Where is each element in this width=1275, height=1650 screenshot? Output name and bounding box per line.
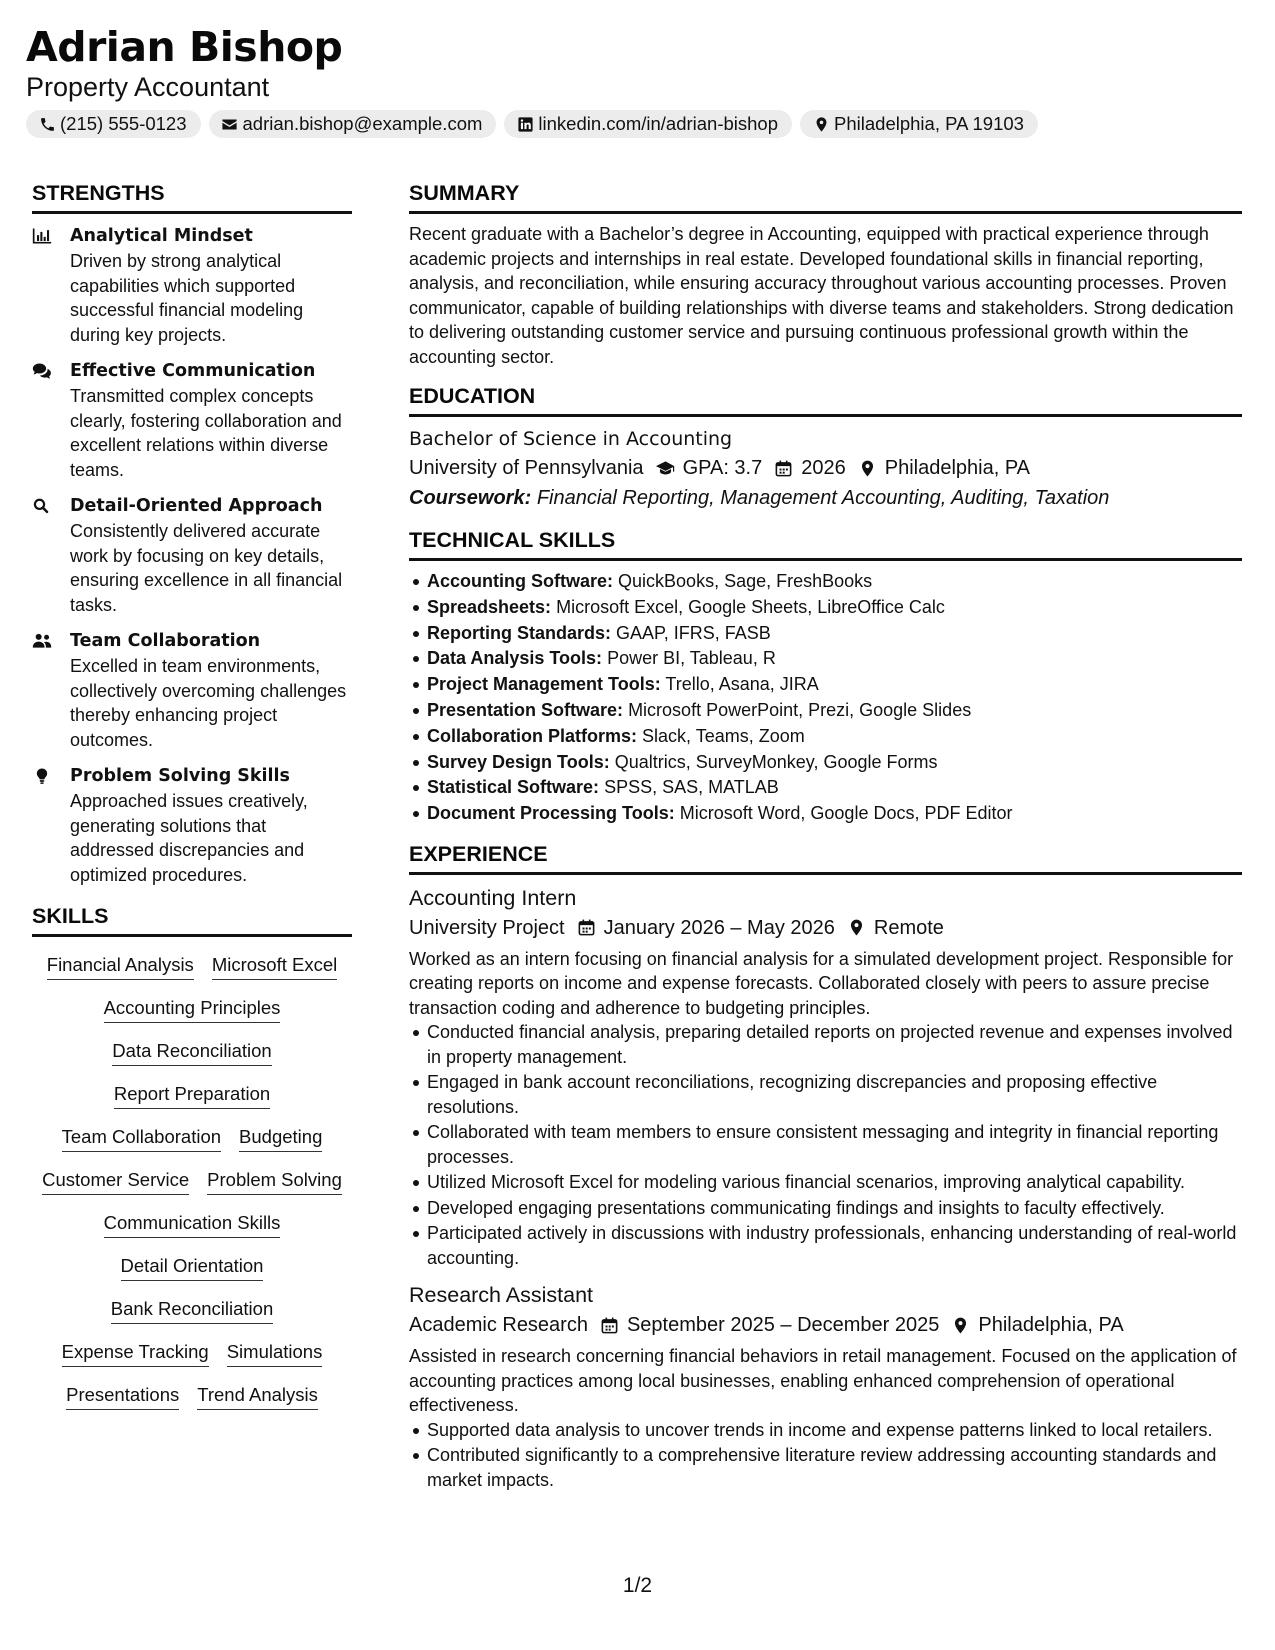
resume-header xyxy=(26,22,1249,138)
skill-tag: Budgeting xyxy=(239,1125,322,1152)
list-item xyxy=(409,775,1242,801)
contact-email-text: adrian.bishop@example.com xyxy=(242,113,483,134)
lightbulb-icon xyxy=(32,764,70,887)
list-item xyxy=(409,698,1242,724)
search-icon xyxy=(32,494,70,617)
calendar-icon xyxy=(577,918,596,937)
technical-skills-list xyxy=(409,569,1242,827)
skill-tag: Detail Orientation xyxy=(121,1254,264,1281)
strength-item xyxy=(32,224,352,347)
skill-category: Statistical Software: xyxy=(427,777,600,798)
school-name: University of Pennsylvania xyxy=(409,457,644,479)
skill-tag: Team Collaboration xyxy=(62,1125,221,1152)
skill-values: Microsoft Word, Google Docs, PDF Editor xyxy=(679,803,1013,824)
graduation-cap-icon xyxy=(656,459,675,478)
strength-description: Driven by strong analytical capabilities which supported successful financial modeling during key projects. xyxy=(70,251,304,345)
technical-skills-section xyxy=(409,525,1242,827)
degree-title: Bachelor of Science in Accounting xyxy=(409,428,733,450)
contact-linkedin[interactable] xyxy=(504,110,792,138)
list-item: Developed engaging presentations communicating findings and insights to faculty effectively. xyxy=(409,1196,1242,1221)
skill-tag: Financial Analysis xyxy=(47,953,194,980)
strength-title: Problem Solving Skills xyxy=(70,766,290,786)
graduation-year: 2026 xyxy=(801,457,846,479)
job-description: Worked as an intern focusing on financial analysis for a simulated development project. Responsible for creating reports on income and expense forecasts. Collaborated closely with peers to assure precise transaction coding and adherence to budgeting principles. xyxy=(409,948,1234,1018)
list-item: Conducted financial analysis, preparing detailed reports on projected revenue and expenses involved in property management. xyxy=(409,1020,1242,1069)
coursework-list: Financial Reporting, Management Accounting, Auditing, Taxation xyxy=(536,487,1110,509)
experience-section xyxy=(409,839,1242,1493)
job-location: Remote xyxy=(873,916,944,939)
skills-heading: SKILLS xyxy=(32,901,352,937)
education-heading: EDUCATION xyxy=(409,381,1242,417)
calendar-icon xyxy=(774,459,793,478)
summary-heading: SUMMARY xyxy=(409,178,1242,214)
candidate-title: Property Accountant xyxy=(26,72,270,102)
job-meta xyxy=(409,1310,1242,1340)
contact-phone[interactable] xyxy=(26,110,201,138)
job-bullets xyxy=(409,1020,1242,1270)
strength-title: Team Collaboration xyxy=(70,631,261,651)
strength-item xyxy=(32,359,352,482)
gpa: GPA: 3.7 xyxy=(682,457,763,479)
list-item: Participated actively in discussions with industry professionals, enhancing understanding of real-world accounting. xyxy=(409,1221,1242,1270)
candidate-name: Adrian Bishop xyxy=(26,23,343,71)
job-location: Philadelphia, PA xyxy=(978,1314,1124,1337)
skill-tag: Expense Tracking xyxy=(62,1340,209,1367)
skill-category: Document Processing Tools: xyxy=(427,803,675,824)
users-icon xyxy=(32,629,70,752)
strength-title: Detail-Oriented Approach xyxy=(70,496,323,516)
strength-description: Approached issues creatively, generating solutions that addressed discrepancies and optimized procedures. xyxy=(70,791,308,885)
technical-skills-heading: TECHNICAL SKILLS xyxy=(409,525,1242,561)
list-item xyxy=(409,646,1242,672)
list-item xyxy=(409,750,1242,776)
list-item xyxy=(409,595,1242,621)
job-title: Accounting Intern xyxy=(409,885,577,910)
summary-section xyxy=(409,178,1242,369)
comments-icon xyxy=(32,359,70,482)
list-item: Supported data analysis to uncover trends in income and expense patterns linked to local retailers. xyxy=(409,1418,1242,1443)
strength-description: Consistently delivered accurate work by focusing on key details, ensuring excellence in all financial tasks. xyxy=(70,521,343,615)
list-item: Utilized Microsoft Excel for modeling various financial scenarios, improving analytical capability. xyxy=(409,1170,1242,1195)
list-item: Engaged in bank account reconciliations, recognizing discrepancies and proposing effective resolutions. xyxy=(409,1070,1242,1119)
skill-category: Data Analysis Tools: xyxy=(427,648,603,669)
job-description: Assisted in research concerning financial behaviors in retail management. Focused on the application of accounting practices among local businesses, enabling enhanced comprehension of operational effectiveness. xyxy=(409,1346,1237,1416)
job-meta xyxy=(409,913,1242,943)
skill-category: Project Management Tools: xyxy=(427,674,661,695)
contact-email[interactable] xyxy=(209,110,497,138)
contact-linkedin-text: linkedin.com/in/adrian-bishop xyxy=(538,113,779,134)
list-item: Contributed significantly to a comprehensive literature review addressing accounting standards and market impacts. xyxy=(409,1443,1242,1492)
coursework-label: Coursework: xyxy=(409,487,532,509)
skill-values: Slack, Teams, Zoom xyxy=(642,725,805,746)
experience-heading: EXPERIENCE xyxy=(409,839,1242,875)
skill-values: QuickBooks, Sage, FreshBooks xyxy=(618,571,873,591)
coursework xyxy=(409,483,1242,513)
skill-category: Reporting Standards: xyxy=(427,622,612,643)
strength-item xyxy=(32,629,352,752)
contact-location-text: Philadelphia, PA 19103 xyxy=(834,113,1024,134)
page-number: 1/2 xyxy=(622,1574,653,1597)
skill-values: Microsoft PowerPoint, Prezi, Google Slides xyxy=(628,699,972,720)
skill-tag: Presentations xyxy=(66,1383,179,1410)
skill-values: Microsoft Excel, Google Sheets, LibreOffice Calc xyxy=(556,596,945,617)
strength-item xyxy=(32,494,352,617)
skill-tag: Microsoft Excel xyxy=(212,953,337,980)
skill-tag: Accounting Principles xyxy=(104,996,281,1023)
skill-values: Qualtrics, SurveyMonkey, Google Forms xyxy=(614,751,938,772)
list-item: Collaborated with team members to ensure consistent messaging and integrity in financial reporting processes. xyxy=(409,1120,1242,1169)
skill-tag: Communication Skills xyxy=(104,1211,281,1238)
strength-description: Excelled in team environments, collectively overcoming challenges thereby enhancing project outcomes. xyxy=(70,656,347,750)
strengths-heading: STRENGTHS xyxy=(32,178,352,214)
strength-title: Analytical Mindset xyxy=(70,226,253,246)
list-item xyxy=(409,724,1242,750)
list-item xyxy=(409,569,1242,595)
job-dates: September 2025 – December 2025 xyxy=(626,1314,940,1337)
skill-values: GAAP, IFRS, FASB xyxy=(616,622,771,643)
linkedin-icon xyxy=(516,115,534,133)
job-title: Research Assistant xyxy=(409,1283,594,1308)
contact-phone-text: (215) 555-0123 xyxy=(60,113,187,134)
strength-description: Transmitted complex concepts clearly, fostering collaboration and excellent relations within diverse teams. xyxy=(70,386,342,480)
contact-location xyxy=(800,110,1038,138)
job-bullets xyxy=(409,1418,1242,1493)
list-item xyxy=(409,801,1242,827)
skill-tag: Bank Reconciliation xyxy=(111,1297,273,1324)
skills-list xyxy=(32,947,352,1410)
skill-tag: Problem Solving xyxy=(207,1168,342,1195)
strength-title: Effective Communication xyxy=(70,361,316,381)
strength-item xyxy=(32,764,352,887)
map-pin-icon xyxy=(812,115,830,133)
skill-category: Spreadsheets: xyxy=(427,596,552,617)
bar-chart-icon xyxy=(32,224,70,347)
skill-tag: Data Reconciliation xyxy=(112,1039,271,1066)
skill-tag: Trend Analysis xyxy=(197,1383,318,1410)
job-dates: January 2026 – May 2026 xyxy=(603,916,835,939)
summary-text: Recent graduate with a Bachelor’s degree in Accounting, equipped with practical experience through academic projects and internships in real estate. Developed foundational skills in financial reporting, analysis, and reconciliation, while ensuring accuracy throughout various accounting processes. Proven communicator, capable of building relationships with diverse teams and stakeholders. Strong dedication to delivering outstanding customer service and pursuing continuous professional growth within the accounting sector. xyxy=(409,224,1234,367)
skill-category: Accounting Software: xyxy=(427,571,614,591)
skill-tag: Report Preparation xyxy=(114,1082,270,1109)
list-item xyxy=(409,672,1242,698)
education-meta xyxy=(409,453,1242,483)
skill-category: Presentation Software: xyxy=(427,699,624,720)
skill-values: Trello, Asana, JIRA xyxy=(665,674,819,695)
skill-category: Survey Design Tools: xyxy=(427,751,610,772)
list-item xyxy=(409,621,1242,647)
skill-values: SPSS, SAS, MATLAB xyxy=(604,777,779,798)
right-column xyxy=(409,178,1242,1504)
map-pin-icon xyxy=(951,1316,970,1335)
skill-tag: Customer Service xyxy=(42,1168,189,1195)
phone-icon xyxy=(38,115,56,133)
map-pin-icon xyxy=(847,918,866,937)
job-organization: University Project xyxy=(409,916,565,939)
map-pin-icon xyxy=(858,459,877,478)
education-section xyxy=(409,381,1242,513)
calendar-icon xyxy=(600,1316,619,1335)
envelope-icon xyxy=(221,115,239,133)
education-location: Philadelphia, PA xyxy=(884,457,1031,479)
skill-values: Power BI, Tableau, R xyxy=(607,648,776,669)
job-organization: Academic Research xyxy=(409,1314,588,1337)
contact-bar xyxy=(26,110,1249,138)
skill-tag: Simulations xyxy=(227,1340,323,1367)
skill-category: Collaboration Platforms: xyxy=(427,725,638,746)
left-column xyxy=(32,178,352,1410)
